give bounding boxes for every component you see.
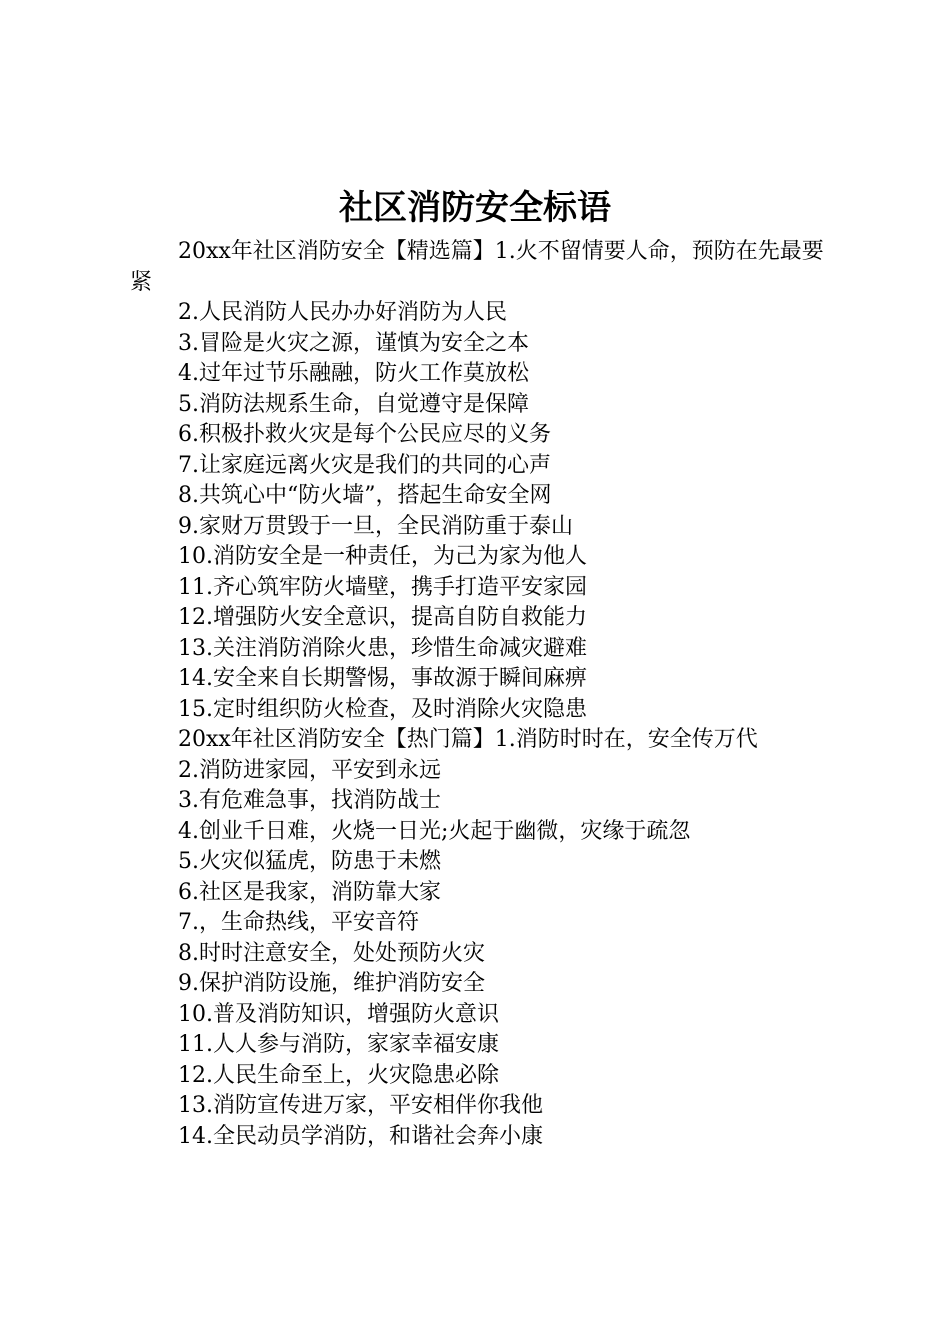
paragraph-24: 9.保护消防设施，维护消防安全 (178, 971, 485, 996)
paragraph-1: 20xx年社区消防安全【精选篇】1.火不留情要人命，预防在先最要紧 (130, 239, 824, 295)
paragraph-19: 4.创业千日难，火烧一日光;火起于幽微，灾缘于疏忽 (178, 818, 691, 844)
paragraph-17: 2.消防进家园，平安到永远 (178, 757, 441, 783)
paragraph-23: 8.时时注意安全，处处预防火灾 (178, 940, 485, 966)
paragraph-20: 5.火灾似猛虎，防患于未燃 (178, 849, 441, 874)
paragraph-27: 12.人民生命至上，火灾隐患必除 (178, 1062, 499, 1088)
paragraph-5: 5.消防法规系生命，自觉遵守是保障 (178, 391, 529, 417)
paragraph-8: 8.共筑心中“防火墙”，搭起生命安全网 (178, 483, 552, 508)
paragraph-28: 13.消防宣传进万家，平安相伴你我他 (178, 1093, 543, 1118)
document-title: 社区消防安全标语 (339, 188, 611, 228)
paragraph-15: 15.定时组织防火检查，及时消除火灾隐患 (178, 696, 587, 722)
paragraph-21: 6.社区是我家，消防靠大家 (178, 879, 441, 905)
paragraph-4: 4.过年过节乐融融，防火工作莫放松 (178, 361, 529, 386)
paragraph-26: 11.人人参与消防，家家幸福安康 (178, 1032, 499, 1057)
paragraph-7: 7.让家庭远离火灾是我们的共同的心声 (178, 452, 551, 478)
paragraph-10: 10.消防安全是一种责任，为己为家为他人 (178, 544, 587, 569)
paragraph-6: 6.积极扑救火灾是每个公民应尽的义务 (178, 422, 551, 447)
paragraph-2: 2.人民消防人民办办好消防为人民 (178, 300, 507, 325)
paragraph-16: 20xx年社区消防安全【热门篇】1.消防时时在，安全传万代 (178, 727, 758, 752)
paragraph-9: 9.家财万贯毁于一旦，全民消防重于泰山 (178, 513, 573, 539)
paragraph-11: 11.齐心筑牢防火墙壁，携手打造平安家园 (178, 574, 587, 600)
paragraph-3: 3.冒险是火灾之源，谨慎为安全之本 (178, 330, 529, 356)
paragraph-12: 12.增强防火安全意识，提高自防自救能力 (178, 605, 587, 630)
document-body (130, 237, 830, 1152)
paragraph-29: 14.全民动员学消防，和谐社会奔小康 (178, 1123, 543, 1149)
paragraph-13: 13.关注消防消除火患，珍惜生命减灾避难 (178, 635, 587, 661)
paragraph-22: 7.，生命热线，平安音符 (178, 910, 419, 935)
paragraph-14: 14.安全来自长期警惕，事故源于瞬间麻痹 (178, 666, 587, 691)
paragraph-25: 10.普及消防知识，增强防火意识 (178, 1001, 499, 1027)
paragraph-18: 3.有危难急事，找消防战士 (178, 788, 441, 813)
